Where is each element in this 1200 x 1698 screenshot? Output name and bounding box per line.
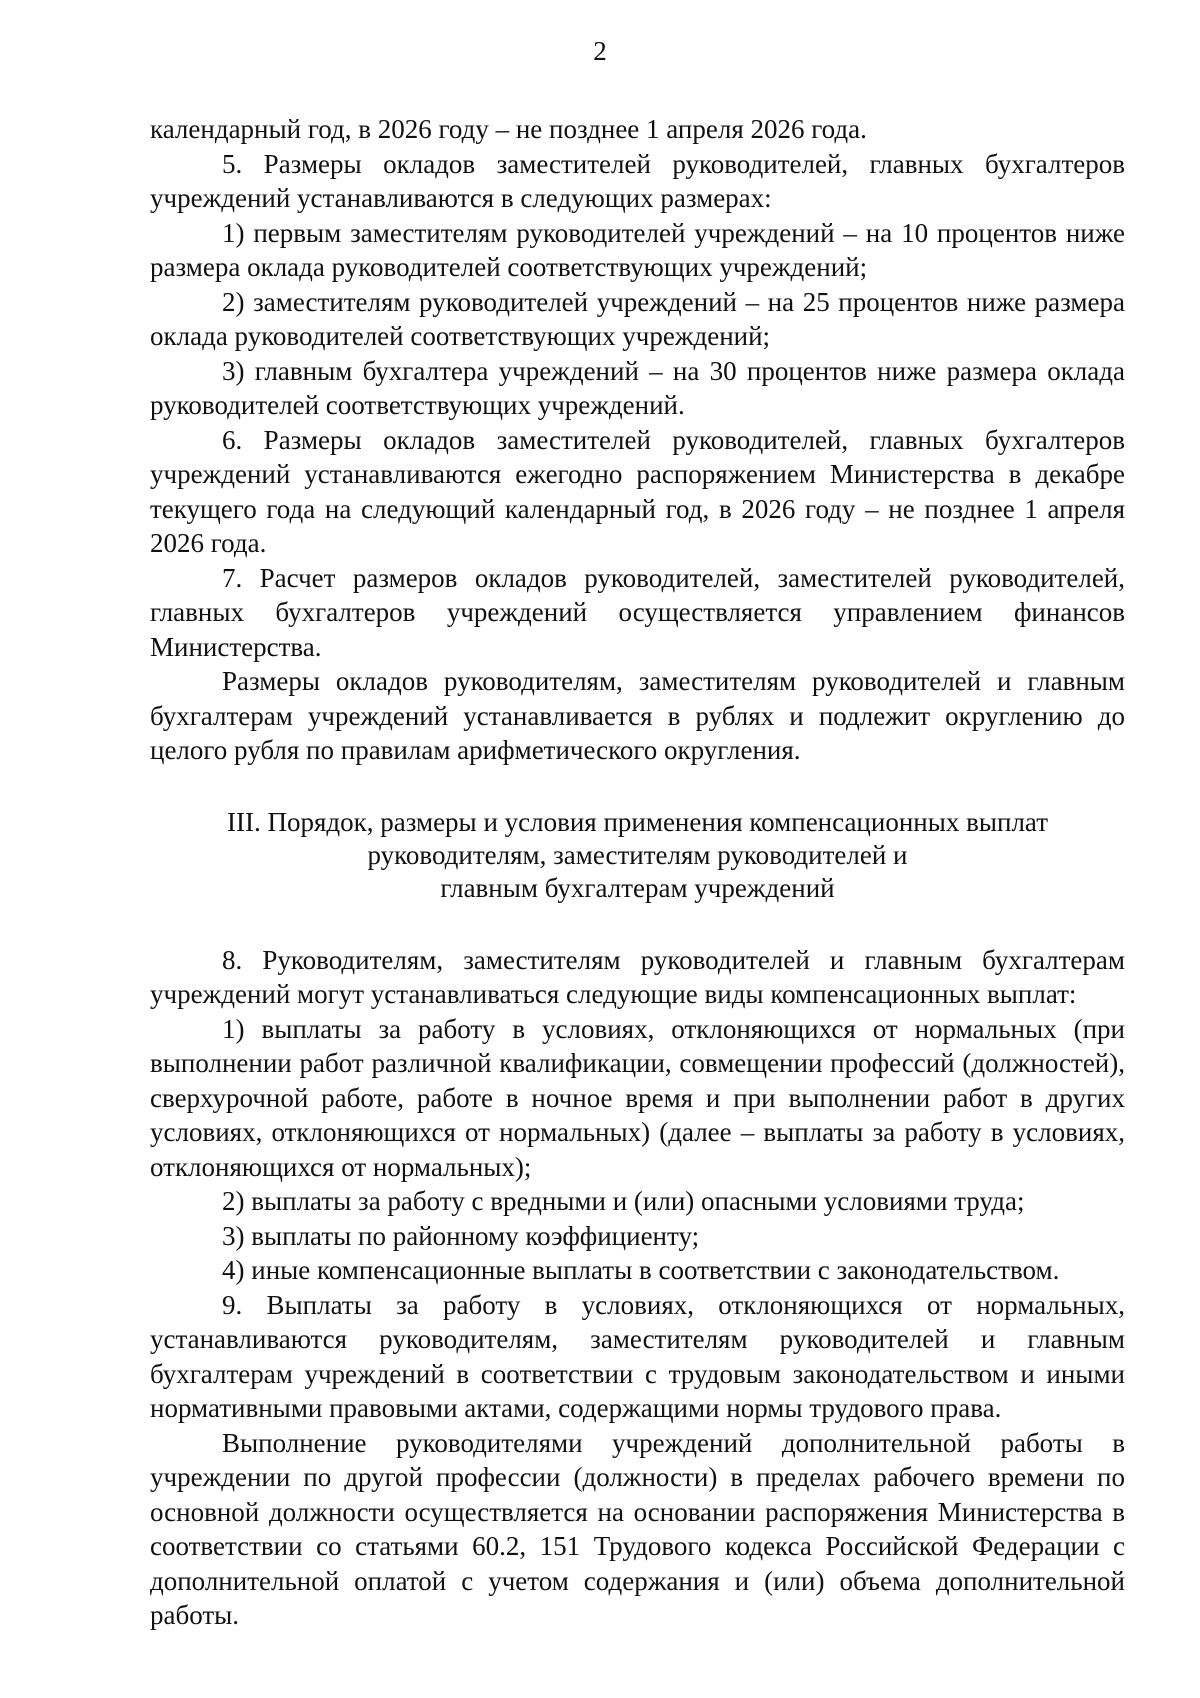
paragraph: Выполнение руководителями учреждений дополнительной работы в учреждении по другой профессии (должности) в пределах рабочего времени по основной должности осуществляется на основании распоряжения Министерства в соответствии со статьями 60.2, 151 Трудового кодекса Российской Федерации с дополнительной оплатой с учетом содержания и (или) объема дополнительной работы. [150, 1427, 1125, 1630]
paragraph-item-5: 5. Размеры окладов заместителей руководителей, главных бухгалтеров учреждений устанавливаются в следующих размерах: [150, 148, 1125, 213]
paragraph-item-9: 9. Выплаты за работу в условиях, отклоняющихся от нормальных, устанавливаются руководителям, заместителям руководителей и главным бухгалтерам учреждений в соответствии с трудовым законодательством и иными нормативными правовыми актами, содержащими нормы трудового права. [150, 1289, 1125, 1423]
document-body [150, 112, 1125, 1633]
paragraph-subitem-4: 4) иные компенсационные выплаты в соответствии с законодательством. [222, 1255, 1060, 1285]
section-heading-line: III. Порядок, размеры и условия применения компенсационных выплат [226, 806, 1049, 837]
paragraph: Размеры окладов руководителям, заместителям руководителей и главным бухгалтерам учреждений устанавливается в рублях и подлежит округлению до целого рубля по правилам арифметического округления. [150, 666, 1125, 765]
paragraph-item-8: 8. Руководителям, заместителям руководителей и главным бухгалтерам учреждений могут устанавливаться следующие виды компенсационных выплат: [150, 944, 1125, 1009]
paragraph-item-6: 6. Размеры окладов заместителей руководителей, главных бухгалтеров учреждений устанавливаются ежегодно распоряжением Министерства в декабре текущего года на следующий календарный год, в 2026 году – не позднее 1 апреля 2026 года. [150, 424, 1125, 558]
section-heading-line: главным бухгалтерам учреждений [440, 872, 835, 903]
page-number: 2 [593, 36, 607, 66]
section-heading-line: руководителям, заместителям руководителей и [367, 839, 908, 870]
paragraph-subitem-1: 1) выплаты за работу в условиях, отклоняющихся от нормальных (при выполнении работ различной квалификации, совмещении профессий (должностей), сверхурочной работе, работе в ночное время и при выполнении работ в других условиях, отклоняющихся от нормальных) (далее – выплаты за работу в условиях, отклоняющихся от нормальных); [150, 1013, 1125, 1182]
paragraph-subitem-1: 1) первым заместителям руководителей учреждений – на 10 процентов ниже размера оклада руководителей соответствующих учреждений; [150, 217, 1125, 282]
paragraph-subitem-3: 3) главным бухгалтера учреждений – на 30 процентов ниже размера оклада руководителей соответствующих учреждений. [150, 355, 1125, 420]
paragraph-subitem-2: 2) выплаты за работу с вредными и (или) опасными условиями труда; [222, 1186, 1025, 1216]
paragraph-item-7: 7. Расчет размеров окладов руководителей, заместителей руководителей, главных бухгалтеров учреждений осуществляется управлением финансов Министерства. [150, 562, 1125, 662]
paragraph: календарный год, в 2026 году – не позднее 1 апреля 2026 года. [150, 114, 867, 144]
paragraph-subitem-2: 2) заместителям руководителей учреждений – на 25 процентов ниже размера оклада руководителей соответствующих учреждений; [150, 286, 1125, 351]
section-heading [150, 806, 1125, 905]
paragraph-subitem-3: 3) выплаты по районному коэффициенту; [222, 1220, 700, 1251]
